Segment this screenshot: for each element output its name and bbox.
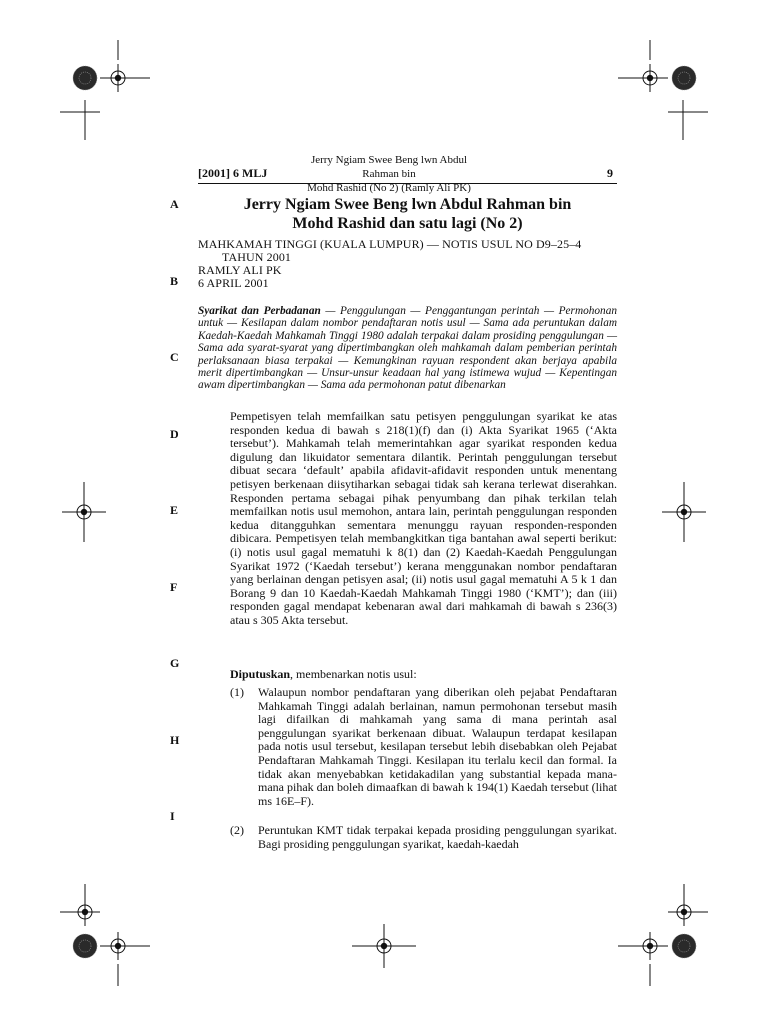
catchwords [198, 305, 617, 392]
held-item-number: (1) [230, 685, 244, 699]
court-details [198, 238, 617, 290]
held-item [230, 824, 617, 851]
page-number: 9 [607, 166, 613, 180]
margin-letter-h: H [170, 733, 180, 747]
court-line-cont: TAHUN 2001 [222, 250, 292, 264]
catchwords-subject: Syarikat dan Perbadanan [198, 305, 321, 317]
held-item-text: Peruntukan KMT tidak terpakai kepada prosiding penggulungan syarikat. Bagi prosiding penggulungan syarikat, kaedah-kaedah [258, 823, 617, 851]
case-title-line1: Jerry Ngiam Swee Beng lwn Abdul Rahman bin [243, 196, 572, 213]
report-citation: [2001] 6 MLJ [198, 166, 268, 180]
margin-letter-i: I [170, 809, 175, 823]
margin-letter-g: G [170, 656, 180, 670]
held-heading [230, 668, 617, 682]
case-title [198, 195, 617, 233]
held-item-number: (2) [230, 823, 244, 837]
held-rest: , membenarkan notis usul: [290, 667, 417, 681]
margin-letter-a: A [170, 197, 179, 211]
court-line: MAHKAMAH TINGGI (KUALA LUMPUR) — NOTIS USUL NO D9–25–4 [198, 237, 582, 251]
running-title [300, 153, 478, 195]
header-rule [198, 183, 617, 184]
running-title-line1: Jerry Ngiam Swee Beng lwn Abdul Rahman bin [310, 154, 468, 180]
margin-letter-e: E [170, 503, 179, 517]
margin-letter-b: B [170, 274, 179, 288]
running-title-line2: Mohd Rashid (No 2) (Ramly Ali PK) [307, 182, 471, 194]
decision-date: 6 APRIL 2001 [198, 276, 269, 290]
catchwords-text: — Penggulungan — Penggantungan perintah — Permohonan untuk — Kesilapan dalam nombor pendaftaran notis usul — Sama ada peruntukan dalam Kaedah-Kaedah Mahkamah Tinggi 1980 adalah terpakai dalam prosiding penggulungan — Sama ada syarat-syarat yang dipertimbangkan oleh mahkamah dalam pemberian perintah perlaksanaan biasa terpakai — Kemungkinan rayuan respondent akan berjaya apabila merit dipertimbangkan — Unsur-unsur keadaan hal yang istimewa wujud — Kepentingan awam dipertimbangkan — Sama ada permohonan patut dibenarkan [198, 305, 617, 392]
margin-letter-f: F [170, 580, 178, 594]
held-item-text: Walaupun nombor pendaftaran yang diberikan oleh pejabat Pendaftaran Mahkamah Tinggi adalah berlainan, namun permohonan tersebut masih lagi difailkan di mahkamah yang sama di mana perintah asal penggulungan syarikat berkenaan dibuat. Walaupun terdapat kesilapan pada notis usul tersebut, kesilapan tersebut lebih disebabkan oleh Pejabat Pendaftaran Mahkamah Tinggi. Kesilapan itu terlalu kecil dan formal. Ia tidak akan menyebabkan ketidakadilan yang substantial kepada mana-mana pihak dan boleh dimaafkan di bawah k 194(1) Kaedah tersebut (lihat ms 16E–F). [258, 685, 617, 808]
case-title-line2: Mohd Rashid dan satu lagi (No 2) [292, 215, 523, 232]
held-item [230, 686, 617, 808]
margin-letter-d: D [170, 427, 179, 441]
judge-name: RAMLY ALI PK [198, 263, 282, 277]
margin-letter-c: C [170, 350, 179, 364]
headnote-paragraph: Pempetisyen telah memfailkan satu petisyen penggulungan syarikat ke atas responden kedua di bawah s 218(1)(f) dan (i) Akta Syarikat 1965 (‘Akta tersebut’). Mahkamah telah memerintahkan agar syarikat responden kedua digulung dan likuidator sementara dilantik. Perintah penggulungan tersebut dibuat secara ‘default’ apabila afidavit-afidavit responden untuk menentang petisyen berkenaan diisytiharkan sebagai tidak sah kerana terlewat diserahkan. Responden pertama sebagai pihak penyumbang dan pihak terkilan telah memfailkan notis usul memohon, antara lain, perintah penggulungan responden kedua ditangguhkan sementara menunggu rayuan responden-responden dibicara. Pempetisyen telah membangkitkan tiga bantahan awal seperti berikut: (i) notis usul gagal mematuhi k 8(1) dan (2) Kaedah-Kaedah Penggulungan Syarikat 1972 (‘Kaedah tersebut’) kerana menggunakan nombor pendaftaran yang berlainan dengan petisyen asal; (ii) notis usul gagal mematuhi A 5 k 1 dan Borang 9 dan 10 Kaedah-Kaedah Mahkamah Tinggi 1980 (‘KMT’); dan (iii) responden gagal mendapat kebenaran awal dari mahkamah di bawah s 236(3) atau s 305 Akta tersebut. [230, 409, 617, 627]
held-label: Diputuskan [230, 667, 291, 681]
